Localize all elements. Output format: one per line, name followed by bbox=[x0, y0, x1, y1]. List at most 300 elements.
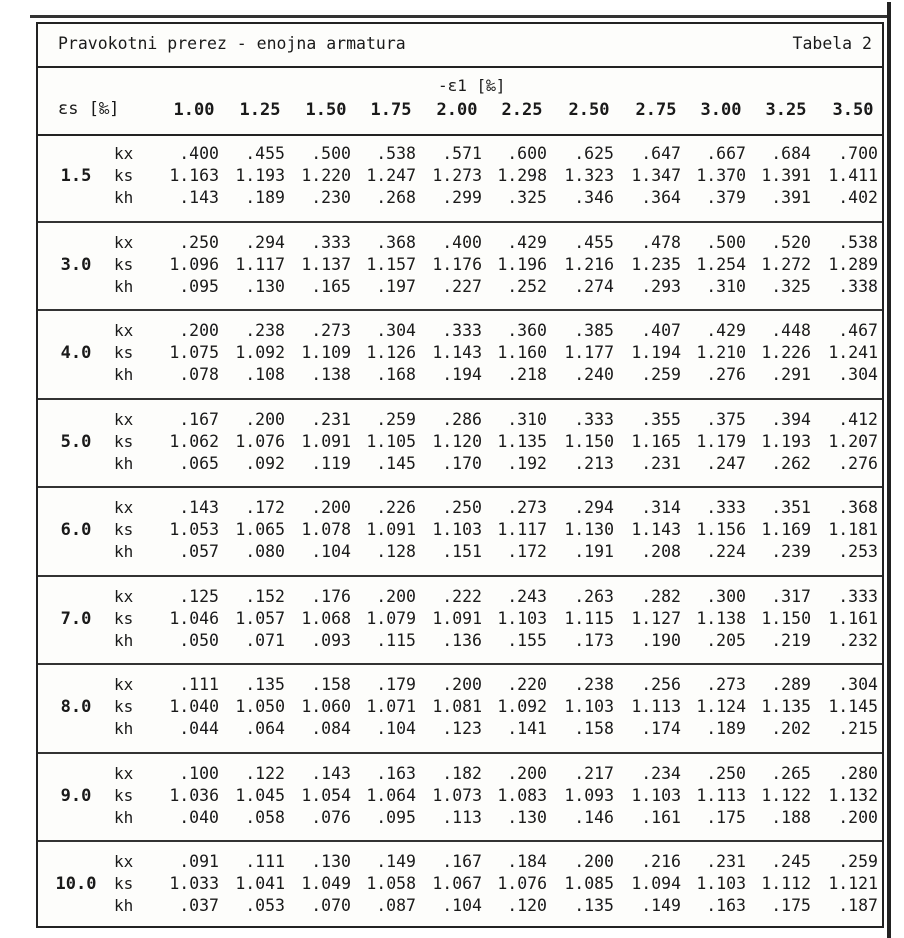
es-block bbox=[38, 754, 882, 843]
table-cell: .080 bbox=[245, 542, 285, 561]
table-cell: .274 bbox=[574, 276, 614, 296]
table-cell: .064 bbox=[245, 719, 285, 738]
table-cell: .226 bbox=[376, 498, 416, 517]
table-cell: .053 bbox=[245, 896, 285, 915]
table-cell: 1.112 bbox=[761, 874, 811, 893]
table-cell: 1.127 bbox=[631, 608, 681, 628]
table-cell: .325 bbox=[507, 188, 547, 207]
table-cell: .093 bbox=[311, 630, 351, 650]
table-cell: .200 bbox=[311, 498, 351, 517]
table-cell: .104 bbox=[376, 719, 416, 738]
table-cell: .227 bbox=[442, 276, 482, 296]
table-cell: .158 bbox=[574, 719, 614, 738]
table-cell: 1.193 bbox=[235, 166, 285, 185]
table-cell: .163 bbox=[706, 896, 746, 915]
table-cell: .122 bbox=[245, 763, 285, 783]
table-cell: 1.064 bbox=[366, 785, 416, 805]
table-cell: .217 bbox=[574, 763, 614, 783]
table-cell: .119 bbox=[311, 453, 351, 473]
row-label: ks bbox=[114, 166, 134, 185]
table-cell: .095 bbox=[179, 276, 219, 296]
table-cell: .200 bbox=[507, 763, 547, 783]
table-cell: .120 bbox=[507, 896, 547, 915]
table-cell: 1.094 bbox=[631, 874, 681, 893]
table-cell: .108 bbox=[245, 365, 285, 384]
table-cell: 1.273 bbox=[432, 166, 482, 185]
table-cell: .333 bbox=[311, 232, 351, 252]
table-cell: .125 bbox=[179, 586, 219, 606]
table-cell: .151 bbox=[442, 542, 482, 561]
table-cell: 1.103 bbox=[497, 608, 547, 628]
table-cell: 1.323 bbox=[564, 166, 614, 185]
es-value: 10.0 bbox=[55, 874, 97, 894]
table-cell: .130 bbox=[245, 276, 285, 296]
table-cell: .174 bbox=[641, 719, 681, 738]
title-bar bbox=[38, 24, 882, 68]
table-cell: 1.137 bbox=[301, 254, 351, 274]
table-cell: .200 bbox=[838, 807, 878, 827]
table-cell: .238 bbox=[245, 321, 285, 340]
table-cell: .200 bbox=[574, 852, 614, 871]
table-cell: .375 bbox=[706, 409, 746, 429]
table-cell: .168 bbox=[376, 365, 416, 384]
row-label: kx bbox=[114, 409, 134, 429]
table-cell: 1.036 bbox=[169, 785, 219, 805]
table-cell: .538 bbox=[838, 232, 878, 252]
table-cell: .250 bbox=[706, 763, 746, 783]
table-cell: .145 bbox=[376, 453, 416, 473]
table-cell: .467 bbox=[838, 321, 878, 340]
es-block bbox=[38, 400, 882, 489]
table-cell: .310 bbox=[507, 409, 547, 429]
table-cell: 1.254 bbox=[696, 254, 746, 274]
table-cell: .293 bbox=[641, 276, 681, 296]
table-cell: .500 bbox=[311, 144, 351, 163]
table-cell: 1.370 bbox=[696, 166, 746, 185]
table-cell: .282 bbox=[641, 586, 681, 606]
table-cell: 1.103 bbox=[432, 520, 482, 539]
table-cell: .050 bbox=[179, 630, 219, 650]
table-cell: .273 bbox=[311, 321, 351, 340]
table-cell: .300 bbox=[706, 586, 746, 606]
table-cell: .286 bbox=[442, 409, 482, 429]
table-cell: 1.210 bbox=[696, 343, 746, 362]
column-header-5: 2.00 bbox=[436, 100, 478, 120]
table-cell: .123 bbox=[442, 719, 482, 738]
table-cell: .385 bbox=[574, 321, 614, 340]
table-cell: .263 bbox=[574, 586, 614, 606]
table-cell: 1.126 bbox=[366, 343, 416, 362]
table-cell: 1.150 bbox=[761, 608, 811, 628]
table-cell: .143 bbox=[179, 498, 219, 517]
row-label: kx bbox=[114, 321, 134, 340]
table-cell: .238 bbox=[574, 675, 614, 694]
table-cell: .111 bbox=[179, 675, 219, 694]
table-cell: 1.073 bbox=[432, 785, 482, 805]
table-cell: .294 bbox=[574, 498, 614, 517]
table-cell: .310 bbox=[706, 276, 746, 296]
table-cell: .182 bbox=[442, 763, 482, 783]
table-cell: 1.050 bbox=[235, 697, 285, 716]
column-header-8: 2.75 bbox=[635, 100, 677, 120]
table-cell: .218 bbox=[507, 365, 547, 384]
table-cell: .231 bbox=[311, 409, 351, 429]
row-label: kh bbox=[114, 453, 134, 473]
table-cell: .076 bbox=[311, 807, 351, 827]
table-cell: 1.207 bbox=[828, 431, 878, 451]
table-cell: .208 bbox=[641, 542, 681, 561]
table-cell: .092 bbox=[245, 453, 285, 473]
table-cell: .078 bbox=[179, 365, 219, 384]
table-cell: .538 bbox=[376, 144, 416, 163]
table-cell: .143 bbox=[311, 763, 351, 783]
table-cell: .280 bbox=[838, 763, 878, 783]
table-cell: .104 bbox=[311, 542, 351, 561]
table-cell: 1.105 bbox=[366, 431, 416, 451]
es-block bbox=[38, 223, 882, 312]
table-cell: 1.181 bbox=[828, 520, 878, 539]
table-cell: .167 bbox=[442, 852, 482, 871]
table-cell: .304 bbox=[838, 365, 878, 384]
table-cell: 1.117 bbox=[497, 520, 547, 539]
table-cell: .222 bbox=[442, 586, 482, 606]
right-edge-rule bbox=[887, 2, 891, 938]
table-cell: .230 bbox=[311, 188, 351, 207]
table-cell: .111 bbox=[245, 852, 285, 871]
table-cell: 1.071 bbox=[366, 697, 416, 716]
es-value: 3.0 bbox=[60, 254, 92, 275]
table-cell: 1.113 bbox=[631, 697, 681, 716]
table-cell: .187 bbox=[838, 896, 878, 915]
column-header-11: 3.50 bbox=[832, 100, 874, 120]
table-cell: 1.078 bbox=[301, 520, 351, 539]
row-label: kh bbox=[114, 188, 134, 207]
table-cell: 1.062 bbox=[169, 431, 219, 451]
table-cell: .200 bbox=[245, 409, 285, 429]
table-cell: .333 bbox=[838, 586, 878, 606]
table-cell: 1.241 bbox=[828, 343, 878, 362]
table-cell: 1.091 bbox=[432, 608, 482, 628]
es-value: 7.0 bbox=[60, 608, 92, 629]
table-cell: .135 bbox=[245, 675, 285, 694]
row-label: kx bbox=[114, 675, 134, 694]
table-cell: 1.120 bbox=[432, 431, 482, 451]
table-cell: .136 bbox=[442, 630, 482, 650]
column-header-3: 1.50 bbox=[305, 100, 347, 120]
table-cell: 1.060 bbox=[301, 697, 351, 716]
table-cell: .250 bbox=[442, 498, 482, 517]
table-cell: 1.054 bbox=[301, 785, 351, 805]
table-cell: .219 bbox=[771, 630, 811, 650]
table-cell: .231 bbox=[641, 453, 681, 473]
table-cell: 1.161 bbox=[828, 608, 878, 628]
es-block bbox=[38, 134, 882, 223]
table-cell: 1.220 bbox=[301, 166, 351, 185]
column-header-4: 1.75 bbox=[370, 100, 412, 120]
table-cell: .571 bbox=[442, 144, 482, 163]
table-cell: .175 bbox=[706, 807, 746, 827]
column-header-10: 3.25 bbox=[765, 100, 807, 120]
table-cell: .044 bbox=[179, 719, 219, 738]
table-cell: .259 bbox=[838, 852, 878, 871]
table-cell: .232 bbox=[838, 630, 878, 650]
table-cell: .262 bbox=[771, 453, 811, 473]
table-cell: 1.165 bbox=[631, 431, 681, 451]
table-cell: 1.163 bbox=[169, 166, 219, 185]
table-cell: .172 bbox=[245, 498, 285, 517]
table-cell: .189 bbox=[706, 719, 746, 738]
table-cell: 1.160 bbox=[497, 343, 547, 362]
table-cell: .478 bbox=[641, 232, 681, 252]
table-cell: .190 bbox=[641, 630, 681, 650]
row-label: kx bbox=[114, 498, 134, 517]
table-cell: .184 bbox=[507, 852, 547, 871]
es-block bbox=[38, 665, 882, 754]
table-cell: .143 bbox=[179, 188, 219, 207]
table-cell: .224 bbox=[706, 542, 746, 561]
table-cell: .391 bbox=[771, 188, 811, 207]
table-cell: .256 bbox=[641, 675, 681, 694]
es-value: 8.0 bbox=[60, 697, 92, 717]
table-cell: .252 bbox=[507, 276, 547, 296]
table-cell: .333 bbox=[442, 321, 482, 340]
table-cell: 1.103 bbox=[631, 785, 681, 805]
table-cell: 1.235 bbox=[631, 254, 681, 274]
table-cell: .667 bbox=[706, 144, 746, 163]
table-cell: 1.103 bbox=[696, 874, 746, 893]
table-cell: 1.093 bbox=[564, 785, 614, 805]
column-header-2: 1.25 bbox=[239, 100, 281, 120]
row-label: kx bbox=[114, 852, 134, 871]
table-cell: .200 bbox=[179, 321, 219, 340]
table-cell: .455 bbox=[245, 144, 285, 163]
table-cell: 1.067 bbox=[432, 874, 482, 893]
row-label: kx bbox=[114, 232, 134, 252]
table-cell: .172 bbox=[507, 542, 547, 561]
table-cell: .179 bbox=[376, 675, 416, 694]
table-cell: 1.058 bbox=[366, 874, 416, 893]
table-cell: 1.143 bbox=[631, 520, 681, 539]
table-cell: .146 bbox=[574, 807, 614, 827]
es-value: 4.0 bbox=[60, 343, 92, 363]
table-cell: .243 bbox=[507, 586, 547, 606]
table-cell: 1.196 bbox=[497, 254, 547, 274]
table-cell: .197 bbox=[376, 276, 416, 296]
table-cell: .360 bbox=[507, 321, 547, 340]
table-cell: .205 bbox=[706, 630, 746, 650]
table-cell: .058 bbox=[245, 807, 285, 827]
table-cell: .220 bbox=[507, 675, 547, 694]
table-cell: 1.117 bbox=[235, 254, 285, 274]
row-label: kh bbox=[114, 807, 134, 827]
row-label: kx bbox=[114, 763, 134, 783]
table-cell: .130 bbox=[311, 852, 351, 871]
table-cell: .368 bbox=[376, 232, 416, 252]
table-cell: 1.091 bbox=[366, 520, 416, 539]
table-cell: .128 bbox=[376, 542, 416, 561]
table-cell: .338 bbox=[838, 276, 878, 296]
table-cell: 1.041 bbox=[235, 874, 285, 893]
table-cell: 1.135 bbox=[497, 431, 547, 451]
table-cell: 1.076 bbox=[497, 874, 547, 893]
table-cell: 1.272 bbox=[761, 254, 811, 274]
es-value: 6.0 bbox=[60, 520, 92, 540]
table-cell: .189 bbox=[245, 188, 285, 207]
table-cell: .175 bbox=[771, 896, 811, 915]
table-cell: .273 bbox=[706, 675, 746, 694]
row-label: ks bbox=[114, 608, 134, 628]
table-cell: .202 bbox=[771, 719, 811, 738]
table-cell: .351 bbox=[771, 498, 811, 517]
table-cell: .304 bbox=[838, 675, 878, 694]
table-cell: .455 bbox=[574, 232, 614, 252]
column-header bbox=[38, 66, 882, 136]
table-cell: 1.216 bbox=[564, 254, 614, 274]
table-cell: 1.194 bbox=[631, 343, 681, 362]
table-cell: .194 bbox=[442, 365, 482, 384]
table-cell: .276 bbox=[838, 453, 878, 473]
table-cell: .625 bbox=[574, 144, 614, 163]
table-cell: 1.150 bbox=[564, 431, 614, 451]
table-cell: .087 bbox=[376, 896, 416, 915]
table-cell: 1.176 bbox=[432, 254, 482, 274]
table-cell: .155 bbox=[507, 630, 547, 650]
es-block bbox=[38, 488, 882, 577]
table-cell: .234 bbox=[641, 763, 681, 783]
table-cell: 1.157 bbox=[366, 254, 416, 274]
table-cell: .291 bbox=[771, 365, 811, 384]
epsilon1-label: -ε1 [‰] bbox=[438, 76, 506, 95]
table-cell: .091 bbox=[179, 852, 219, 871]
table-cell: .294 bbox=[245, 232, 285, 252]
table-cell: .084 bbox=[311, 719, 351, 738]
row-label: kx bbox=[114, 144, 134, 163]
table-cell: .216 bbox=[641, 852, 681, 871]
table-cell: .314 bbox=[641, 498, 681, 517]
table-cell: .176 bbox=[311, 586, 351, 606]
table-cell: .429 bbox=[706, 321, 746, 340]
es-value: 9.0 bbox=[60, 785, 92, 806]
table-cell: 1.085 bbox=[564, 874, 614, 893]
es-value: 1.5 bbox=[60, 166, 92, 186]
row-label: kh bbox=[114, 896, 134, 915]
es-block bbox=[38, 842, 882, 931]
table-cell: .364 bbox=[641, 188, 681, 207]
table-cell: .647 bbox=[641, 144, 681, 163]
table-cell: 1.109 bbox=[301, 343, 351, 362]
table-cell: .247 bbox=[706, 453, 746, 473]
table-cell: .253 bbox=[838, 542, 878, 561]
table-title: Pravokotni prerez - enojna armatura bbox=[58, 34, 406, 53]
table-cell: 1.103 bbox=[564, 697, 614, 716]
table-cell: 1.298 bbox=[497, 166, 547, 185]
table-cell: .400 bbox=[442, 232, 482, 252]
table-cell: 1.075 bbox=[169, 343, 219, 362]
row-label: kh bbox=[114, 542, 134, 561]
table-cell: .368 bbox=[838, 498, 878, 517]
table-cell: .095 bbox=[376, 807, 416, 827]
table-cell: 1.053 bbox=[169, 520, 219, 539]
table-cell: .268 bbox=[376, 188, 416, 207]
table-cell: .138 bbox=[311, 365, 351, 384]
table-cell: .100 bbox=[179, 763, 219, 783]
table-cell: .135 bbox=[574, 896, 614, 915]
table-cell: .407 bbox=[641, 321, 681, 340]
table-cell: 1.083 bbox=[497, 785, 547, 805]
table-cell: 1.092 bbox=[235, 343, 285, 362]
table-cell: .200 bbox=[376, 586, 416, 606]
table-cell: 1.130 bbox=[564, 520, 614, 539]
table-cell: .141 bbox=[507, 719, 547, 738]
table-cell: .245 bbox=[771, 852, 811, 871]
row-label: ks bbox=[114, 785, 134, 805]
table-cell: .170 bbox=[442, 453, 482, 473]
table-cell: 1.138 bbox=[696, 608, 746, 628]
table-cell: .394 bbox=[771, 409, 811, 429]
table-cell: 1.177 bbox=[564, 343, 614, 362]
table-cell: .265 bbox=[771, 763, 811, 783]
row-label: kh bbox=[114, 719, 134, 738]
table-cell: .163 bbox=[376, 763, 416, 783]
table-cell: .250 bbox=[179, 232, 219, 252]
table-cell: .259 bbox=[641, 365, 681, 384]
table-cell: .299 bbox=[442, 188, 482, 207]
table-cell: .289 bbox=[771, 675, 811, 694]
es-block bbox=[38, 577, 882, 666]
table-cell: .276 bbox=[706, 365, 746, 384]
table-cell: .037 bbox=[179, 896, 219, 915]
table-cell: 1.065 bbox=[235, 520, 285, 539]
table-cell: .317 bbox=[771, 586, 811, 606]
table-cell: .113 bbox=[442, 807, 482, 827]
table-cell: .200 bbox=[442, 675, 482, 694]
table-cell: .259 bbox=[376, 409, 416, 429]
row-label: ks bbox=[114, 343, 134, 362]
table-cell: 1.040 bbox=[169, 697, 219, 716]
table-cell: .188 bbox=[771, 807, 811, 827]
row-label: kh bbox=[114, 365, 134, 384]
es-block bbox=[38, 311, 882, 400]
row-label: ks bbox=[114, 431, 134, 451]
epsilon-s-label: εs [‰] bbox=[58, 99, 120, 119]
table-cell: 1.156 bbox=[696, 520, 746, 539]
table-cell: 1.045 bbox=[235, 785, 285, 805]
table-cell: .400 bbox=[179, 144, 219, 163]
table-cell: .684 bbox=[771, 144, 811, 163]
table-cell: .071 bbox=[245, 630, 285, 650]
row-label: ks bbox=[114, 697, 134, 716]
table-cell: 1.091 bbox=[301, 431, 351, 451]
table-cell: .165 bbox=[311, 276, 351, 296]
table-cell: .412 bbox=[838, 409, 878, 429]
table-cell: .158 bbox=[311, 675, 351, 694]
column-header-6: 2.25 bbox=[501, 100, 543, 120]
row-label: ks bbox=[114, 254, 134, 274]
table-cell: 1.124 bbox=[696, 697, 746, 716]
table-cell: 1.132 bbox=[828, 785, 878, 805]
table-cell: .600 bbox=[507, 144, 547, 163]
table-cell: .333 bbox=[574, 409, 614, 429]
table-cell: 1.247 bbox=[366, 166, 416, 185]
table-cell: .240 bbox=[574, 365, 614, 384]
table-cell: .500 bbox=[706, 232, 746, 252]
table-cell: 1.092 bbox=[497, 697, 547, 716]
table-cell: .104 bbox=[442, 896, 482, 915]
table-cell: 1.411 bbox=[828, 166, 878, 185]
table-cell: .346 bbox=[574, 188, 614, 207]
table-cell: .231 bbox=[706, 852, 746, 871]
table-cell: .402 bbox=[838, 188, 878, 207]
